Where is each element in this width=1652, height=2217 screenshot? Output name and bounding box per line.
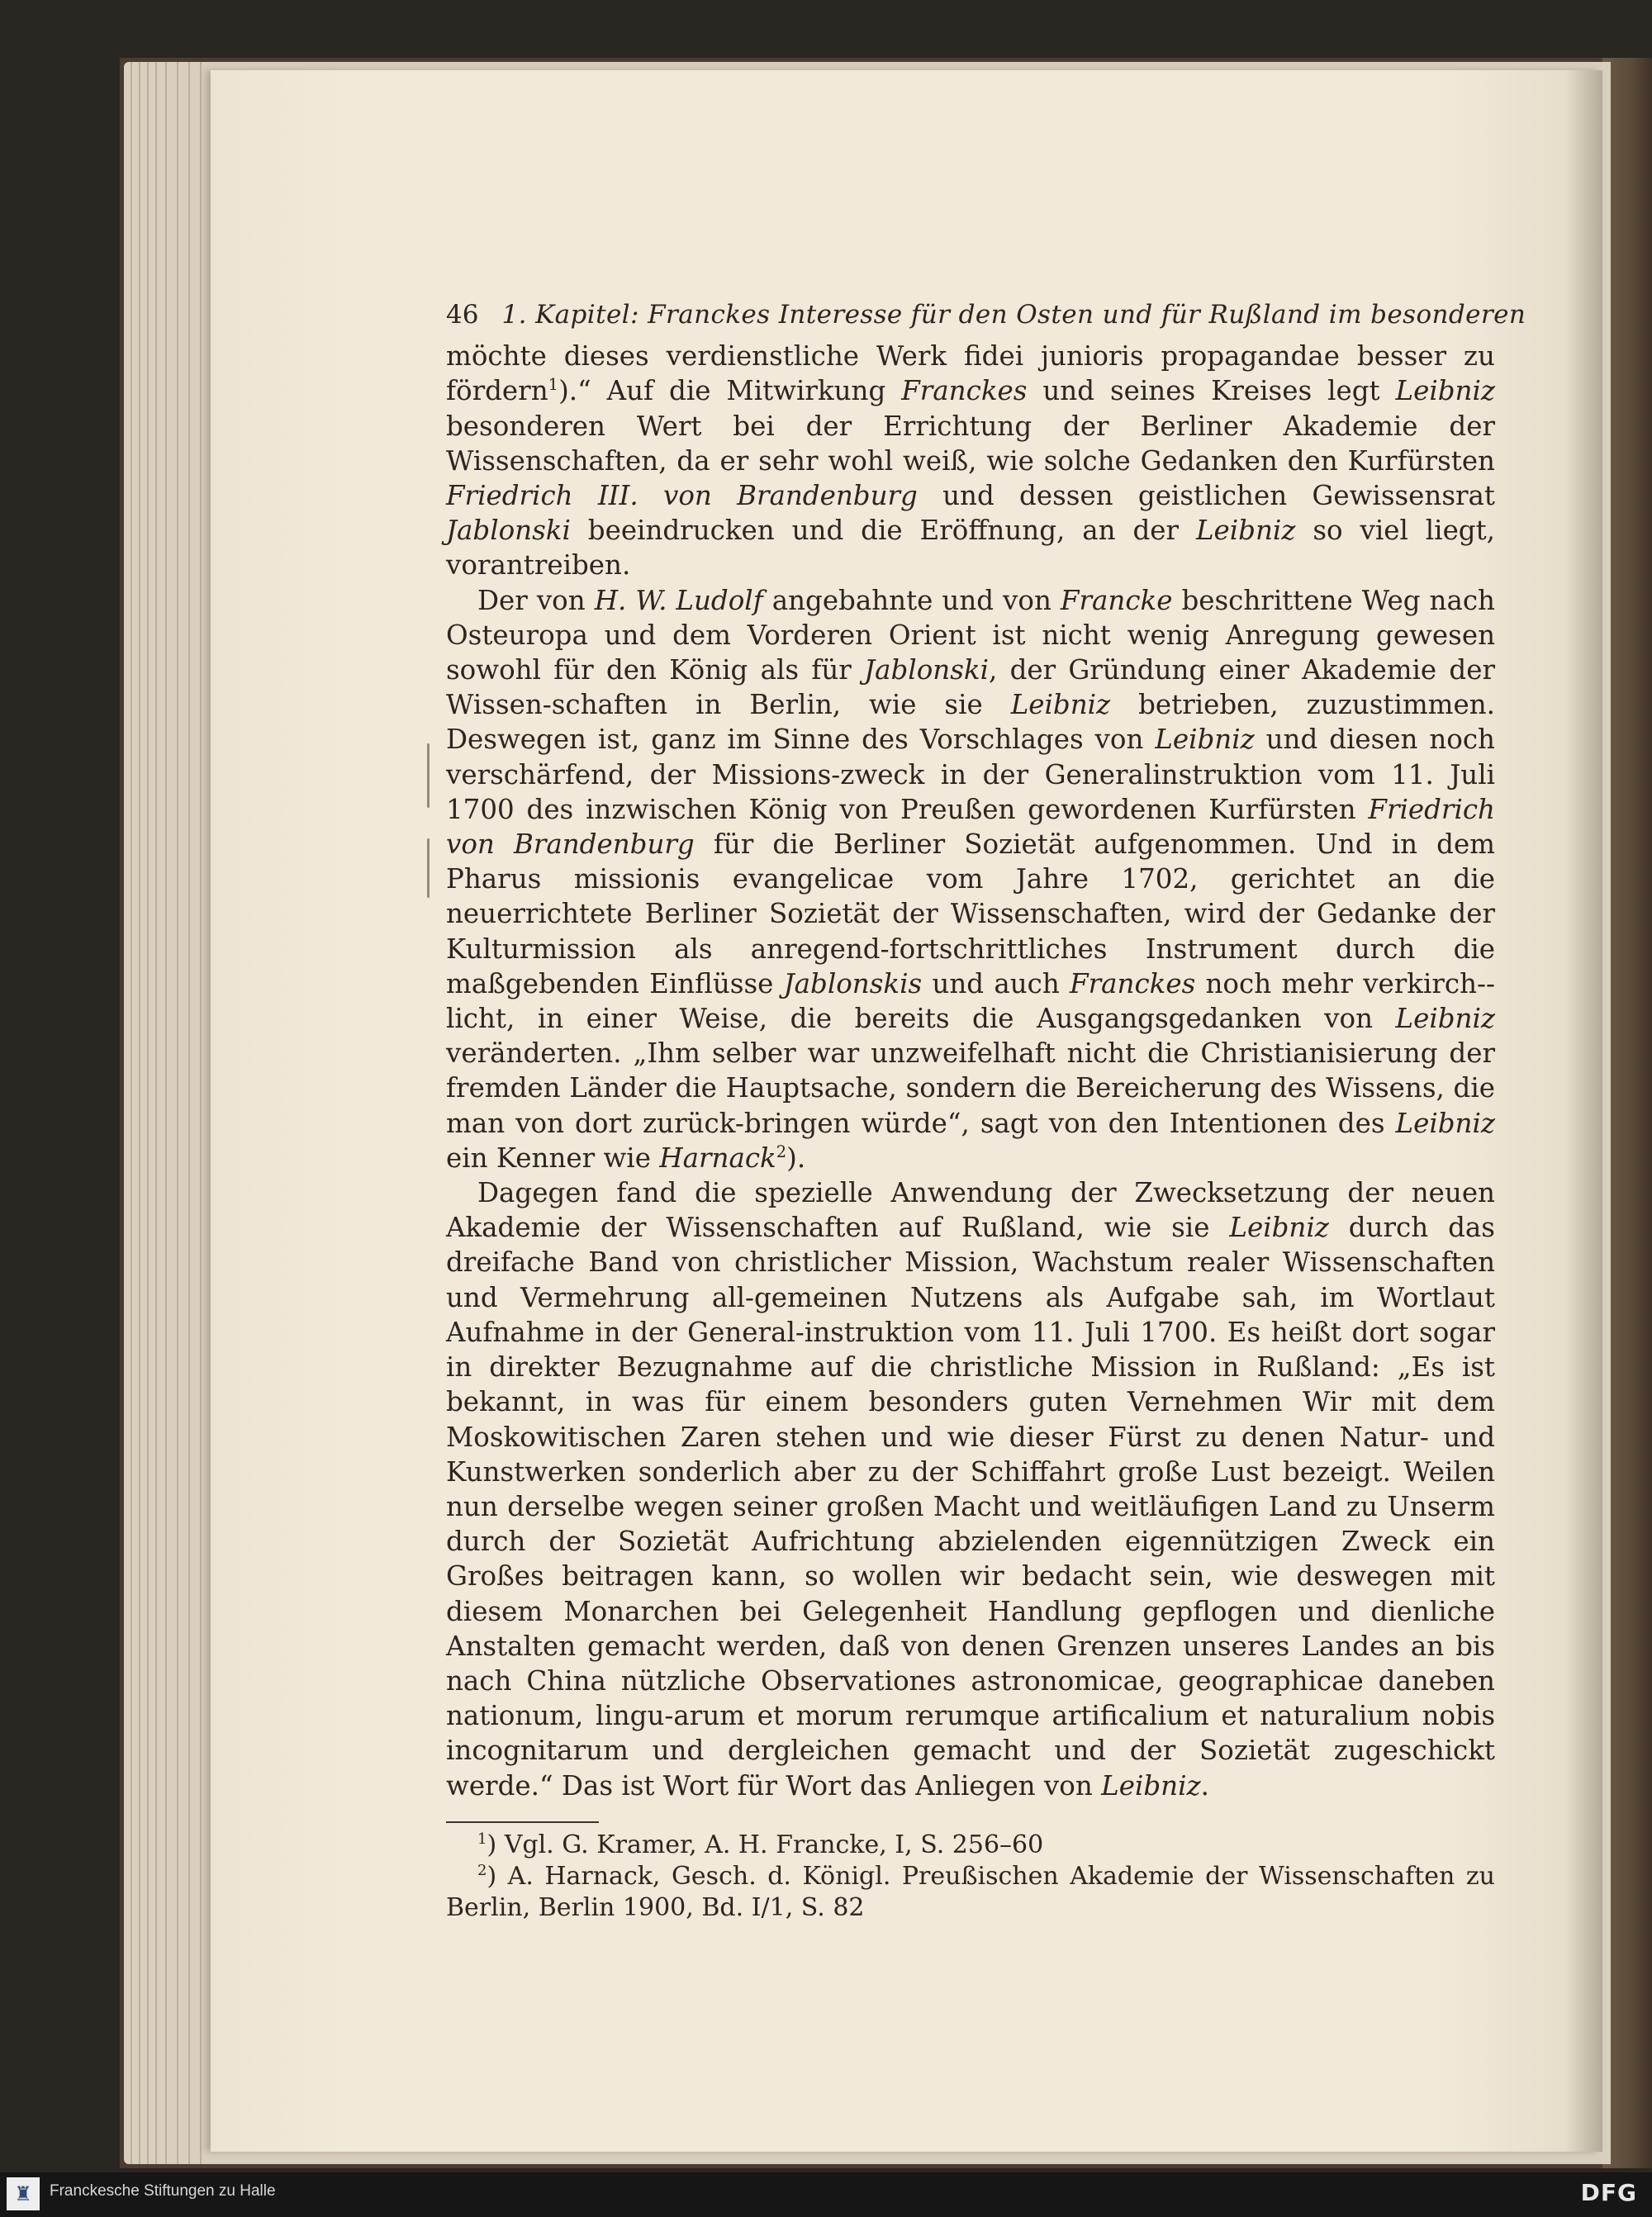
text-run: beschrittene Weg nach Osteuropa und dem Vorderen Orient ist nicht wenig Anregung gewesen sowohl für den König als für <box>446 584 1495 686</box>
text-run: und diesen noch verschärfend, der Missions-zweck in der Generalinstruktion vom 11. Juli 1700 des inzwischen König von Preußen gewordenen Kurfürsten <box>446 724 1495 825</box>
pencil-mark <box>427 838 430 898</box>
text-run: besonderen Wert bei der Errichtung der Berliner Akademie der Wissenschaften, da er sehr wohl weiß, wie solche Gedanken den Kurfürsten <box>446 410 1495 477</box>
footnote <box>446 1861 1495 1924</box>
footnote-mark: 1 <box>477 1830 487 1848</box>
page-number: 46 <box>446 300 479 330</box>
text-run: durch das dreifache Band von christlicher Mission, Wachstum realer Wissenschaften und Vermehrung all-gemeinen Nutzens als Aufgabe sah, im Wortlaut Aufnahme in der General-instruktion vom 11. Juli 1700. Es heißt dort sogar in direkter Bezugnahme auf die christliche Mission in Rußland: „Es ist bekannt, in was für einem besonders guten Vernehmen Wir mit dem Moskowitischen Zaren stehen und wie dieser Fürst zu denen Natur- und Kunstwerken sonderlich aber zu der Schiffahrt große Lust bezeigt. Weilen nun derselbe wegen seiner großen Macht und weitläufigen Land zu Unserm durch der Sozietät Aufrichtung abzielenden eigennützigen Zweck ein Großes beitragen kann, so wollen wir bedacht sein, wie deswegen mit diesem Monarchen bei Gelegenheit Handlung gepflogen und dienliche Anstalten gemacht werden, daß von denen Grenzen unseres Landes an bis nach China nützliche Observationes astronomicae, geographicae daneben nationum, lingu-arum et morum rerumque artificalium et naturalium nobis incognitarum und dergleichen gemacht und der Sozietät zugeschickt werde.“ Das ist Wort für Wort das Anliegen von <box>446 1212 1495 1802</box>
italic-name: Franckes <box>901 375 1028 407</box>
page-text-block <box>446 297 1526 1924</box>
italic-name: Leibniz <box>1229 1212 1329 1244</box>
text-run: betrieben, zuzustimmen. Deswegen ist, ganz im Sinne des Vorschlages von <box>446 689 1496 756</box>
text-run: möchte dieses verdienstliche Werk fidei junioris propagandae besser zu fördern <box>446 340 1495 407</box>
italic-name: Leibniz <box>1195 515 1296 547</box>
italic-name: Franckes <box>1070 967 1196 999</box>
italic-name: Leibniz <box>1010 689 1111 721</box>
body-paragraph <box>446 339 1495 582</box>
page-edge <box>131 62 132 2164</box>
page-edge <box>155 62 157 2164</box>
page-edge <box>165 62 167 2164</box>
dfg-logo: DFG <box>1580 2179 1637 2206</box>
footnote-mark: 2 <box>477 1861 487 1879</box>
text-run: . <box>1200 1769 1209 1802</box>
foundation-logo <box>7 2177 40 2210</box>
footnote-ref: 2 <box>776 1142 787 1162</box>
footnote-ref: 1 <box>548 375 559 395</box>
italic-name: Leibniz <box>1101 1769 1201 1802</box>
text-run: Der von <box>477 584 595 616</box>
footnote-text: ) A. Harnack, Gesch. d. Königl. Preußischen Akademie der Wissenschaften zu Berlin, Berlin 1900, Bd. I/1, S. 82 <box>446 1861 1495 1922</box>
pencil-mark <box>427 743 430 808</box>
text-run: und auch <box>922 967 1070 999</box>
italic-name: Leibniz <box>1395 375 1496 407</box>
footnote <box>446 1830 1495 1861</box>
text-run: für die Berliner Sozietät aufgenommen. Und in dem Pharus missionis evangelicae vom Jahre 1702, gerichtet an die neuerrichtete Berliner Sozietät der Wissenschaften, wird der Gedanke der Kulturmission als anregend-fortschrittliches Instrument durch die maßgebenden Einflüsse <box>446 828 1495 999</box>
page-edge <box>188 62 190 2164</box>
page-edge <box>147 62 149 2164</box>
page-edge <box>200 62 202 2164</box>
text-run: und seines Kreises legt <box>1027 375 1396 407</box>
italic-name: Leibniz <box>1395 1003 1495 1035</box>
body-text <box>446 339 1495 1803</box>
text-run: angebahnte und von <box>762 584 1061 616</box>
text-run: ).“ Auf die Mitwirkung <box>558 375 902 407</box>
italic-name: Jablonski <box>864 654 989 686</box>
footnotes <box>446 1830 1495 1924</box>
italic-name: Jablonski <box>446 515 571 547</box>
footer-bar <box>0 2172 1652 2217</box>
page-edge <box>139 62 140 2164</box>
foundation-logo-icon: ♜ <box>14 2182 32 2205</box>
text-run: und dessen geistlichen Gewissensrat <box>917 480 1495 512</box>
text-run: ein Kenner wie <box>446 1142 660 1174</box>
italic-name: Friedrich III. von Brandenburg <box>446 480 918 512</box>
italic-name: Leibniz <box>1155 724 1255 756</box>
text-run: Dagegen fand die spezielle Anwendung der Zwecksetzung der neuen Akademie der Wissenschaften auf Rußland, wie sie <box>446 1177 1495 1244</box>
text-run: ). <box>786 1142 806 1174</box>
footnote-text: ) Vgl. G. Kramer, A. H. Francke, I, S. 256–60 <box>487 1830 1044 1859</box>
italic-name: H. W. Ludolf <box>594 584 763 616</box>
body-paragraph <box>446 1175 1495 1803</box>
italic-name: Jablonskis <box>783 967 923 999</box>
running-title: 1. Kapitel: Franckes Interesse für den Osten und für Rußland im besonderen <box>501 300 1526 330</box>
text-run: noch mehr verkirch-licht, in einer Weise, die bereits die Ausgangsgedanken von <box>446 967 1495 1035</box>
page-edge <box>177 62 178 2164</box>
text-run: beeindrucken und die Eröffnung, an der <box>570 515 1196 547</box>
text-run: veränderten. „Ihm selber war unzweifelhaft nicht die Christianisierung der fremden Länder die Hauptsache, sondern die Bereicherung des Wissens, die man von dort zurück-bringen würde“, sagt von den Intentionen des <box>446 1037 1495 1139</box>
italic-name: Francke <box>1060 584 1173 616</box>
footnote-rule <box>446 1821 599 1823</box>
gutter-shadow <box>1565 70 1602 2152</box>
italic-name: Friedrich von Brandenburg <box>446 793 1495 861</box>
italic-name: Harnack <box>659 1142 776 1174</box>
institution-name: Franckesche Stiftungen zu Halle <box>50 2182 276 2200</box>
text-run: , der Gründung einer Akademie der Wissen-schaften in Berlin, wie sie <box>446 654 1495 721</box>
text-run: so viel liegt, vorantreiben. <box>446 515 1495 582</box>
body-paragraph <box>446 583 1495 1175</box>
italic-name: Leibniz <box>1395 1107 1495 1139</box>
running-head <box>446 297 1526 332</box>
